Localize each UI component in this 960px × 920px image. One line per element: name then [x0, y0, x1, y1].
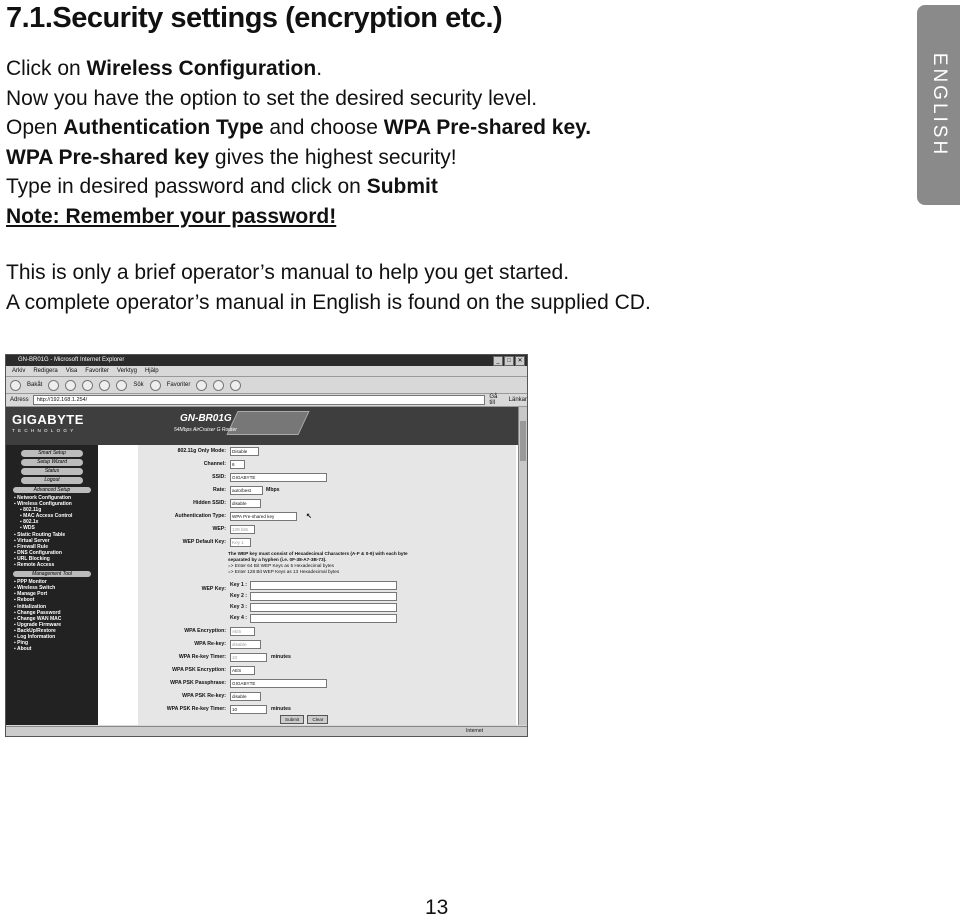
refresh-icon[interactable] — [82, 380, 93, 391]
instruction-line: Now you have the option to set the desired security level. — [6, 86, 538, 110]
minimize-button[interactable]: _ — [493, 356, 503, 366]
maximize-button[interactable]: □ — [504, 356, 514, 366]
auth-type-label: Authentication Type: — [174, 513, 226, 519]
sidebar-item-firewall-rule[interactable]: ▪ Firewall Rule — [14, 543, 49, 550]
wpa-psk-encryption-label: WPA PSK Encryption: — [172, 667, 226, 673]
browser-toolbar — [6, 377, 527, 394]
password-note: Note: Remember your password! — [6, 204, 337, 228]
history-icon[interactable] — [196, 380, 207, 391]
channel-label: Channel: — [203, 461, 226, 467]
wep-key-label: WEP Key: — [201, 586, 226, 592]
scrollbar-thumb[interactable] — [520, 421, 526, 461]
wpa-psk-rekey-timer-label: WPA PSK Re-key Timer: — [166, 706, 226, 712]
status-button[interactable]: Status — [21, 468, 83, 475]
home-icon[interactable] — [99, 380, 110, 391]
wpa-psk-encryption-select[interactable]: AES — [230, 666, 255, 675]
window-title: GN-BR01G - Microsoft Internet Explorer — [18, 357, 125, 363]
only-mode-select[interactable]: Disable — [230, 447, 259, 456]
submit-button[interactable]: Submit — [280, 715, 304, 724]
sidebar-item-remote-access[interactable]: ▪ Remote Access — [14, 562, 55, 569]
sidebar-item-static-routing[interactable]: ▪ Static Routing Table — [14, 531, 66, 538]
menu-visa[interactable]: Visa — [65, 368, 78, 374]
close-button[interactable]: ✕ — [515, 356, 525, 366]
wep-select[interactable]: 128 bits — [230, 525, 255, 534]
sidebar-item-about[interactable]: ▪ About — [14, 646, 32, 653]
wep-note-line: The WEP key must consist of Hexadecimal Characters (A-F & 0-9) with each byte — [228, 551, 408, 556]
management-tool-header: Management Tool — [13, 571, 91, 577]
stop-icon[interactable] — [65, 380, 76, 391]
wpa-rekey-timer-row — [138, 653, 516, 661]
page-number: 13 — [425, 896, 449, 919]
key3-input[interactable] — [250, 603, 397, 612]
browser-status-bar — [6, 726, 527, 736]
wpa-psk-rekey-timer-input[interactable]: 10 — [230, 705, 267, 714]
sidebar-item-mac-access-control[interactable]: ▪ MAC Access Control — [20, 513, 73, 520]
menu-redigera[interactable]: Redigera — [33, 368, 58, 374]
wpa-encryption-label: WPA Encryption: — [184, 628, 226, 634]
search-label[interactable]: Sök — [133, 382, 144, 388]
wep-note-line: separated by a hyphen (i.e. 0F-38-A7-3B-73). — [228, 557, 327, 562]
model-name: GN-BR01G — [180, 413, 232, 424]
instruction-line: Click on Wireless Configuration. — [6, 57, 323, 80]
page-heading: 7.1.Security settings (encryption etc.) — [6, 2, 503, 34]
vertical-scrollbar[interactable] — [518, 407, 527, 725]
language-tab — [917, 5, 960, 205]
clear-button[interactable]: Clear — [307, 715, 328, 724]
go-button[interactable]: Gå till — [489, 394, 498, 406]
sidebar-item-change-password[interactable]: ▪ Change Password — [14, 609, 61, 616]
wep-key4-row — [138, 614, 516, 622]
instructions — [6, 54, 591, 231]
wep-default-key-row — [138, 538, 516, 546]
language-tab-label: ENGLISH — [928, 52, 950, 158]
back-icon[interactable] — [10, 380, 21, 391]
router-image — [226, 411, 309, 435]
key4-label: Key 4 : — [230, 615, 248, 621]
wpa-psk-rekey-timer-row — [138, 705, 516, 713]
page-viewport — [6, 407, 518, 725]
sidebar-item-wireless-switch[interactable]: ▪ Wireless Switch — [14, 585, 56, 592]
sidebar-item-log-information[interactable]: ▪ Log Information — [14, 633, 56, 640]
mouse-cursor-icon: ↖ — [306, 513, 312, 520]
sidebar-item-change-wan-mac[interactable]: ▪ Change WAN MAC — [14, 615, 62, 622]
intro-text — [6, 258, 651, 318]
favorites-icon[interactable] — [150, 380, 161, 391]
menu-bar — [6, 366, 527, 377]
wpa-encryption-select[interactable]: AES — [230, 627, 255, 636]
sidebar-item-virtual-server[interactable]: ▪ Virtual Server — [14, 537, 50, 544]
menu-verktyg[interactable]: Verktyg — [116, 368, 137, 374]
wpa-psk-encryption-row — [138, 666, 516, 674]
sidebar-item-network-configuration[interactable]: ▪ Network Configuration — [14, 495, 72, 501]
forward-icon[interactable] — [48, 380, 59, 391]
sidebar-item-upgrade-firmware[interactable]: ▪ Upgrade Firmware — [14, 621, 62, 628]
advanced-setup-header: Advanced Setup — [13, 487, 91, 493]
sidebar-item-dns-configuration[interactable]: ▪ DNS Configuration — [14, 549, 62, 556]
hidden-ssid-row — [138, 499, 516, 507]
sidebar-item-80211g[interactable]: ▪ 802.11g — [20, 507, 42, 514]
ssid-row — [138, 473, 516, 481]
wireless-config-form — [138, 445, 516, 725]
brand-logo: GIGABYTE — [12, 412, 84, 427]
wep-key1-row — [138, 581, 516, 592]
wpa-psk-rekey-timer-unit: minutes — [271, 706, 291, 712]
sidebar-item-reboot[interactable]: ▪ Reboot — [14, 597, 35, 604]
sidebar-item-ping[interactable]: ▪ Ping — [14, 640, 29, 647]
wpa-rekey-select[interactable]: disable — [230, 640, 261, 649]
wpa-rekey-timer-label: WPA Re-key Timer: — [178, 654, 226, 660]
menu-favoriter[interactable]: Favoriter — [85, 368, 109, 374]
wep-key-note — [228, 551, 478, 575]
back-label[interactable]: Bakåt — [27, 382, 43, 388]
rate-select[interactable]: auto/best — [230, 486, 263, 495]
sidebar-item-8021x[interactable]: ▪ 802.1x — [20, 519, 39, 526]
setup-wizard-button[interactable]: Setup Wizard — [21, 459, 83, 466]
address-bar — [6, 394, 527, 407]
instruction-line: Type in desired password and click on Submit — [6, 175, 438, 198]
router-banner — [6, 407, 518, 445]
router-sidebar — [6, 445, 98, 725]
status-zone: Internet — [466, 728, 483, 734]
logout-button[interactable]: Logout — [21, 477, 83, 484]
only-mode-row — [138, 447, 516, 455]
wpa-psk-passphrase-row — [138, 679, 516, 687]
channel-row — [138, 460, 516, 468]
wpa-rekey-timer-unit: minutes — [271, 654, 291, 660]
instruction-line: WPA Pre-shared key gives the highest security! — [6, 145, 457, 169]
wpa-rekey-timer-input[interactable]: 10 — [230, 653, 267, 662]
window-title-bar — [6, 355, 527, 366]
hidden-ssid-label: Hidden SSID: — [193, 500, 226, 506]
key3-label: Key 3 : — [230, 604, 248, 610]
sidebar-item-initialization[interactable]: ▪ Initialization — [14, 603, 47, 610]
window-controls — [493, 356, 525, 366]
auth-type-row — [138, 512, 516, 520]
sidebar-item-wireless-configuration[interactable]: ▪ Wireless Configuration — [14, 501, 72, 508]
key2-label: Key 2 : — [230, 593, 248, 599]
menu-arkiv[interactable]: Arkiv — [12, 368, 26, 374]
sidebar-item-wds[interactable]: ▪ WDS — [20, 525, 35, 532]
wep-label: WEP: — [212, 526, 226, 532]
wpa-rekey-row — [138, 640, 516, 648]
favorites-label[interactable]: Favoriter — [166, 382, 191, 388]
wpa-psk-rekey-select[interactable]: disable — [230, 692, 261, 701]
wep-note-line: => Enter 64 Bit WEP Keys as 5 Hexadecimal bytes — [228, 563, 334, 568]
key1-input[interactable] — [250, 581, 397, 590]
rate-label: Rate: — [213, 487, 226, 493]
wpa-encryption-row — [138, 627, 516, 635]
sidebar-item-backup-restore[interactable]: ▪ BackUp/Restore — [14, 627, 56, 634]
wpa-psk-rekey-row — [138, 692, 516, 700]
wep-note-line: => Enter 128 Bit WEP Keys as 13 Hexadecimal bytes — [228, 569, 340, 574]
wpa-psk-rekey-label: WPA PSK Re-key: — [182, 693, 226, 699]
search-icon[interactable] — [116, 380, 127, 391]
wep-key3-row — [138, 603, 516, 611]
wpa-psk-passphrase-label: WPA PSK Passphrase: — [170, 680, 226, 686]
browser-screenshot — [5, 354, 528, 737]
only-mode-label: 802.11g Only Mode: — [177, 448, 226, 454]
rate-unit: Mbps — [266, 487, 280, 493]
wep-default-key-select[interactable]: Key 1 — [230, 538, 251, 547]
brand-subtitle: TECHNOLOGY — [12, 428, 77, 433]
intro-line: This is only a brief operator’s manual to help you get started. — [6, 261, 570, 284]
instruction-line: Open Authentication Type and choose WPA Pre-shared key. — [6, 116, 592, 139]
sidebar-item-url-blocking[interactable]: ▪ URL Blocking — [14, 555, 50, 562]
mail-icon[interactable] — [213, 380, 224, 391]
ssid-label: SSID: — [212, 474, 226, 480]
wep-row — [138, 525, 516, 533]
wpa-psk-passphrase-input[interactable]: GIGABYTE — [230, 679, 327, 688]
model-subtitle: 54Mbps AirCruiser G Router — [174, 427, 237, 433]
print-icon[interactable] — [230, 380, 241, 391]
channel-select[interactable]: 6 — [230, 460, 245, 469]
hidden-ssid-select[interactable]: disable — [230, 499, 261, 508]
form-buttons — [280, 715, 328, 724]
sidebar-item-ppp-monitor[interactable]: ▪ PPP Monitor — [14, 579, 47, 586]
menu-hjalp[interactable]: Hjälp — [144, 368, 159, 374]
ssid-input[interactable]: GIGABYTE — [230, 473, 327, 482]
key4-input[interactable] — [250, 614, 397, 623]
intro-line: A complete operator’s manual in English is found on the supplied CD. — [6, 291, 651, 314]
wep-key2-row — [138, 592, 516, 600]
sidebar-item-manage-port[interactable]: ▪ Manage Port — [14, 591, 48, 598]
rate-row — [138, 486, 516, 494]
key1-label: Key 1 : — [230, 582, 248, 588]
auth-type-select[interactable]: WPA Pre-shared key — [230, 512, 297, 521]
links-button[interactable]: Länkar — [508, 397, 527, 403]
address-input[interactable]: http://192.168.1.254/ — [33, 395, 486, 405]
wep-default-key-label: WEP Default Key: — [182, 539, 226, 545]
address-label: Adress — [10, 397, 29, 403]
key2-input[interactable] — [250, 592, 397, 601]
smart-setup-button[interactable]: Smart Setup — [21, 450, 83, 457]
wpa-rekey-label: WPA Re-key: — [194, 641, 226, 647]
